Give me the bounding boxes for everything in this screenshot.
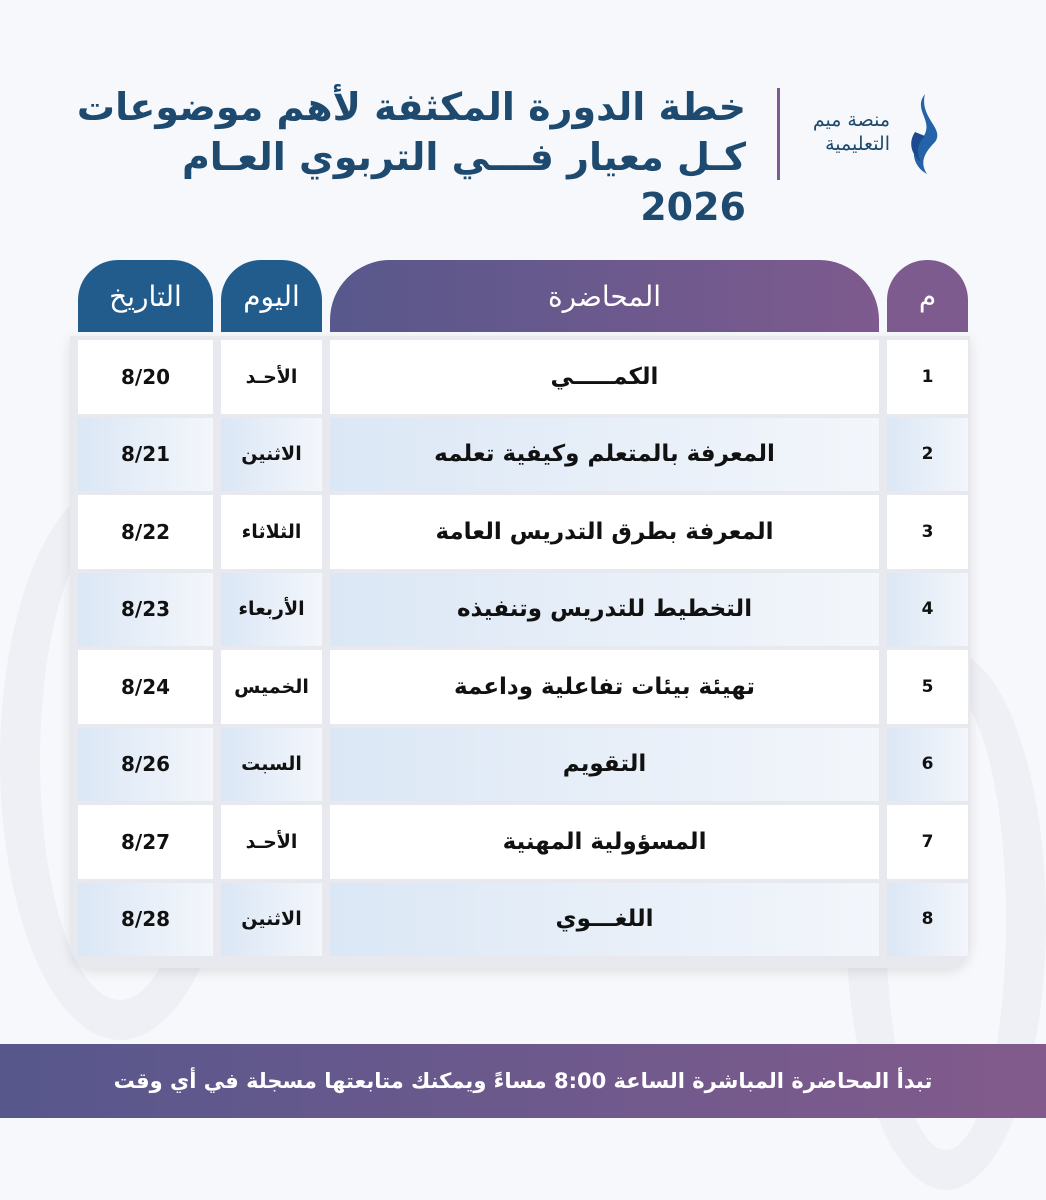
table-cell-lecture: المسؤولية المهنية: [330, 805, 879, 879]
column-header-date: التاريخ: [78, 260, 213, 332]
column-header-number: م: [887, 260, 968, 332]
table-cell-num: 1: [887, 340, 968, 414]
table-cell-date: 8/22: [78, 495, 213, 569]
footer-note: تبدأ المحاضرة المباشرة الساعة 8:00 مساءً ويمكنك متابعتها مسجلة في أي وقت: [0, 1044, 1046, 1118]
table-cell-num: 4: [887, 573, 968, 647]
table-cell-day: الأحـد: [221, 340, 322, 414]
table-cell-day: الأربعاء: [221, 573, 322, 647]
table-cell-day: السبت: [221, 728, 322, 802]
table-cell-date: 8/23: [78, 573, 213, 647]
title-line-2: كـل معيار فـــي التربوي العـام 2026: [181, 135, 746, 229]
column-header-lecture: المحاضرة: [330, 260, 879, 332]
table-cell-lecture: المعرفة بالمتعلم وكيفية تعلمه: [330, 418, 879, 492]
brand-name: [800, 108, 890, 156]
title-line-1: خطة الدورة المكثفة لأهم موضوعات: [76, 85, 746, 129]
table-cell-day: الاثنين: [221, 883, 322, 957]
table-cell-date: 8/28: [78, 883, 213, 957]
table-cell-date: 8/26: [78, 728, 213, 802]
table-cell-num: 7: [887, 805, 968, 879]
table-cell-num: 6: [887, 728, 968, 802]
table-cell-num: 5: [887, 650, 968, 724]
table-cell-date: 8/21: [78, 418, 213, 492]
table-cell-num: 2: [887, 418, 968, 492]
brand-line-1: منصة ميم: [812, 109, 890, 131]
column-header-day: اليوم: [221, 260, 322, 332]
table-cell-lecture: المعرفة بطرق التدريس العامة: [330, 495, 879, 569]
brand-line-2: التعليمية: [825, 133, 890, 155]
table-cell-day: الثلاثاء: [221, 495, 322, 569]
logo-icon: [905, 92, 943, 176]
table-cell-date: 8/27: [78, 805, 213, 879]
table-cell-lecture: الكمـــــي: [330, 340, 879, 414]
table-cell-num: 3: [887, 495, 968, 569]
header-divider: [777, 88, 780, 180]
table-cell-day: الأحـد: [221, 805, 322, 879]
table-cell-date: 8/24: [78, 650, 213, 724]
table-cell-num: 8: [887, 883, 968, 957]
table-cell-lecture: التقويم: [330, 728, 879, 802]
table-cell-lecture: اللغـــوي: [330, 883, 879, 957]
schedule-table: [70, 336, 970, 968]
table-cell-lecture: التخطيط للتدريس وتنفيذه: [330, 573, 879, 647]
table-cell-day: الاثنين: [221, 418, 322, 492]
page-title: [66, 82, 746, 232]
table-cell-day: الخميس: [221, 650, 322, 724]
table-cell-lecture: تهيئة بيئات تفاعلية وداعمة: [330, 650, 879, 724]
table-cell-date: 8/20: [78, 340, 213, 414]
